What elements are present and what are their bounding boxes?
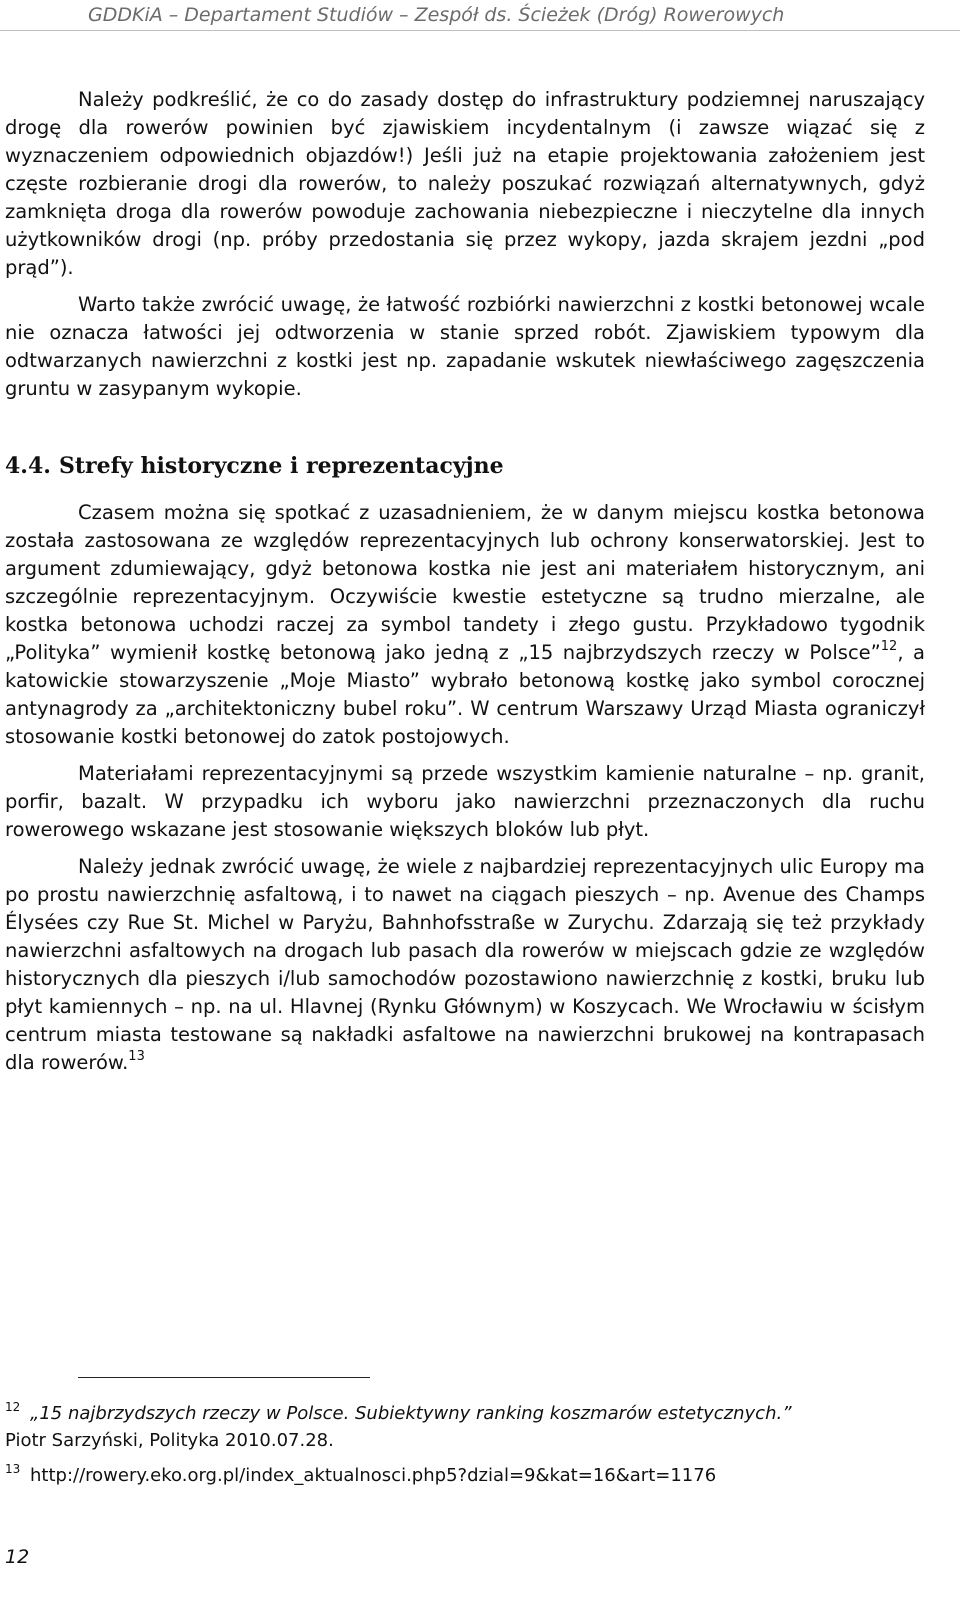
- paragraph-underground-access: Należy podkreślić, że co do zasady dostęp do infrastruktury podziemnej naruszający drogę dla rowerów powinien być zjawiskiem incydentalnym (i zawsze wiązać się z wyznaczeniem odpowiednich objazdów!) Jeśli już na etapie projektowania założeniem jest częste rozbieranie drogi dla rowerów, to należy poszukać rozwiązań alternatywnych, gdyż zamknięta droga dla rowerów powoduje zachowania niebezpieczne i nieczytelne dla innych użytkowników drogi (np. próby przedostania się przez wykopy, jazda skrajem jezdni „pod prąd”).: [5, 88, 925, 279]
- footnote-source: Piotr Sarzyński, Polityka 2010.07.28.: [5, 1430, 334, 1451]
- footnote-ref-12[interactable]: 12: [880, 639, 898, 654]
- footnote-12: [5, 1400, 925, 1454]
- document-body: [5, 86, 925, 1077]
- paragraph-representative-argument: [5, 499, 925, 751]
- footnote-13: [5, 1462, 925, 1489]
- footnote-mark: 12: [5, 1400, 21, 1414]
- paragraph-asphalt-examples: [5, 853, 925, 1077]
- footnote-ref-13[interactable]: 13: [128, 1049, 145, 1064]
- section-heading: [5, 451, 925, 481]
- footnote-link[interactable]: http://rowery.eko.org.pl/index_aktualnosci.php5?dzial=9&kat=16&art=1176: [30, 1465, 717, 1486]
- paragraph-text-part: Należy jednak zwrócić uwagę, że wiele z najbardziej reprezentacyjnych ulic Europy ma po prostu nawierzchnię asfaltową, i to nawet na ciągach pieszych – np. Avenue des Champs Élysées czy Rue St. Michel w Paryżu, Bahnhofsstraße w Zurychu. Zdarzają się też przykłady nawierzchni asfaltowych na drogach lub pasach dla rowerów w miejscach gdzie ze względów historycznych dla pieszych i/lub samochodów pozostawiono nawierzchnię z kostki, bruku lub płyt kamiennych – np. na ul. Hlavnej (Rynku Głównym) w Koszycach. We Wrocławiu w ścisłym centrum miasta testowane są nakładki asfaltowe na nawierzchni brukowej na kontrapasach dla rowerów.: [5, 855, 925, 1074]
- page-header: [0, 0, 960, 31]
- footnote-mark: 13: [5, 1462, 21, 1476]
- header-text: GDDKiA – Departament Studiów – Zespół ds. Ścieżek (Dróg) Rowerowych: [88, 4, 785, 26]
- paragraph-natural-stone: Materiałami reprezentacyjnymi są przede wszystkim kamienie naturalne – np. granit, porfir, bazalt. W przypadku ich wyboru jako nawierzchni przeznaczonych dla ruchu rowerowego wskazane jest stosowanie większych bloków lub płyt.: [5, 762, 925, 841]
- section-number: 4.4.: [5, 453, 51, 479]
- section-title: Strefy historyczne i reprezentacyjne: [58, 453, 504, 479]
- footnote-title: „15 najbrzydszych rzeczy w Polsce. Subiektywny ranking koszmarów estetycznych.”: [30, 1403, 792, 1424]
- paragraph-text-part: Czasem można się spotkać z uzasadnieniem, że w danym miejscu kostka betonowa została zastosowana ze względów reprezentacyjnych lub ochrony konserwatorskiej. Jest to argument zdumiewający, gdyż betonowa kostka nie jest ani materiałem historycznym, ani szczególnie reprezentacyjnym. Oczywiście kwestie estetyczne są trudno mierzalne, ale kostka betonowa uchodzi raczej za symbol tandety i złego gustu. Przykładowo tygodnik „Polityka” wymienił kostkę betonową jako jedną z „15 najbrzydszych rzeczy w Polsce”: [5, 501, 925, 664]
- paragraph-text-part: , a katowickie stowarzyszenie „Moje Miasto” wybrało betonową kostkę jako symbol corocznej antynagrody za „architektoniczny bubel roku”. W centrum Warszawy Urząd Miasta ograniczył stosowanie kostki betonowej do zatok postojowych.: [5, 641, 925, 748]
- page-number: 12: [5, 1546, 30, 1568]
- footnote-separator: [78, 1377, 370, 1378]
- paragraph-paving-restoration: Warto także zwrócić uwagę, że łatwość rozbiórki nawierzchni z kostki betonowej wcale nie oznacza łatwości jej odtworzenia w stanie sprzed robót. Zjawiskiem typowym dla odtwarzanych nawierzchni z kostki jest np. zapadanie wskutek niewłaściwego zagęszczenia gruntu w zasypanym wykopie.: [5, 293, 925, 400]
- footnotes: [5, 1400, 925, 1497]
